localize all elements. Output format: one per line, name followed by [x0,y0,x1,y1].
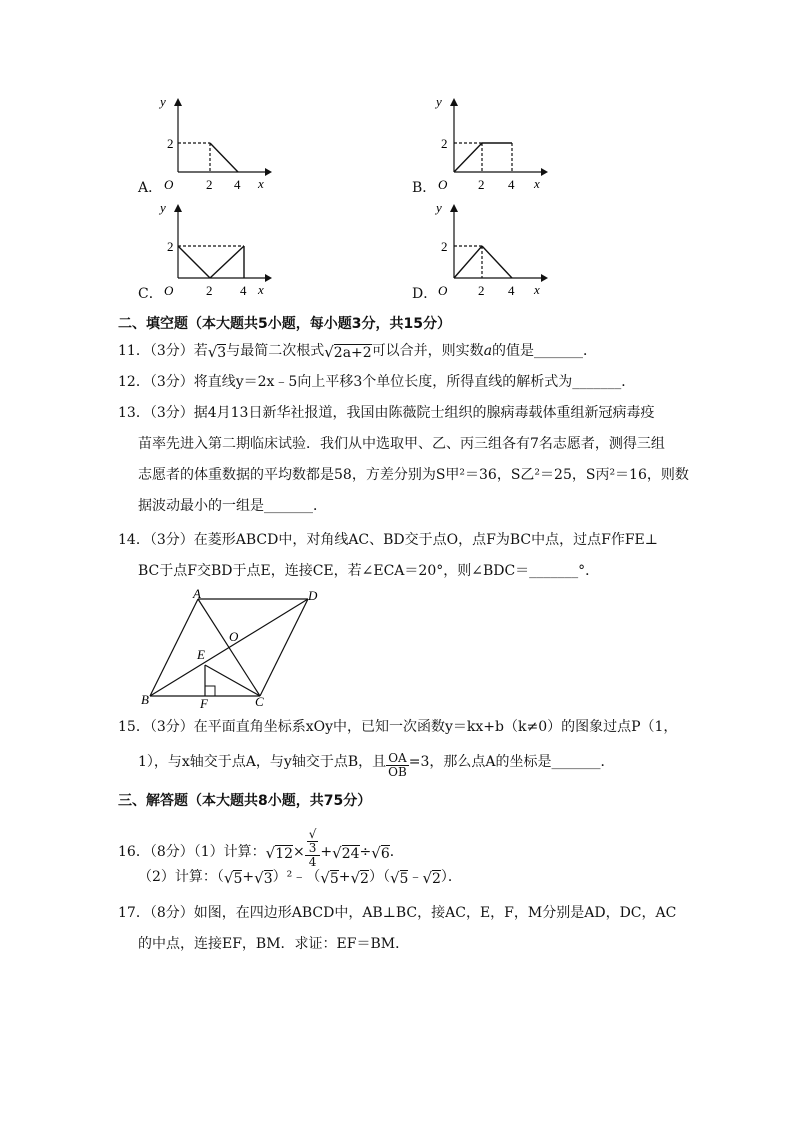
frac-numerator: OA [386,752,409,766]
divide-sign: ÷ [359,844,372,860]
graph-line-rise [454,143,482,172]
x-label: x [258,176,264,191]
question-15-line-2 [138,752,615,779]
option-label: D． [412,286,438,302]
question-12: 12．（3分）将直线y＝2x﹣5向上平移3个单位长度，所得直线的解析式为_______． [118,374,636,390]
y-axis-arrow [450,204,458,212]
rhombus-diagram [138,586,328,710]
y-axis-arrow [174,204,182,212]
x-tick-2: 2 [206,283,213,298]
sqrt-5: √5 [320,869,339,887]
x-label: x [534,176,540,191]
x-tick-4: 4 [234,177,241,192]
y-tick-2: 2 [441,239,448,254]
origin-label: O [164,283,174,298]
x-tick-2: 2 [478,177,485,192]
sqrt-12: √12 [265,844,294,862]
radicand: 24 [341,846,360,862]
frac-denominator: 4 [308,855,317,869]
option-label: A． [138,180,163,196]
x-tick-4: 4 [508,177,515,192]
op: + [338,869,351,885]
point-o: O [229,629,239,644]
origin-label: O [438,283,448,298]
option-label: C． [138,286,163,302]
q11-tail: 可以合并，则实数 [371,343,484,359]
y-label: y [160,94,166,109]
question-16-part-2 [138,869,462,887]
q15-text-b: =3，那么点A的坐标是_______． [408,754,615,770]
radicand: 2 [360,871,369,887]
y-axis-arrow [174,98,182,106]
question-14-line-1: 14．（3分）在菱形ABCD中，对角线AC、BD交于点O，点F为BC中点，过点F作FE⊥ [118,532,658,548]
y-label: y [436,94,442,109]
option-c[interactable] [130,198,280,312]
section-3-heading: 三、解答题（本大题共8小题，共75分） [118,793,372,809]
op: ）（ [368,869,390,885]
radicand: 3 [307,841,319,855]
vertex-d: D [308,588,318,603]
y-tick-2: 2 [167,136,174,151]
question-13-line-3: 志愿者的体重数据的平均数都是58，方差分别为S甲²＝36，S乙²＝25，S丙²＝16，则数 [138,467,689,483]
question-17-line-1: 17．（8分）如图，在四边形ABCD中，AB⊥BC，接AC，E，F，M分别是AD，DC，AC [118,905,677,921]
q11-prefix: 11．（3分）若 [118,343,208,359]
frac-denominator: OB [388,765,407,779]
question-16-part-1 [118,828,404,869]
x-tick-2: 2 [478,283,485,298]
right-angle-mark [205,686,215,696]
var-a: a [483,343,493,359]
question-13-line-1: 13．（3分）据4月13日新华社报道，我国由陈薇院士组织的腺病毒载体重组新冠病毒疫 [118,405,655,421]
y-tick-2: 2 [167,239,174,254]
op: ）． [440,869,462,885]
question-14-line-2: BC于点F交BD于点E，连接CE，若∠ECA＝20°，则∠BDC＝_______°． [138,563,600,579]
fraction-sqrt3-over-4 [305,828,321,869]
vertex-c: C [255,694,264,709]
x-axis-arrow [265,274,272,282]
graph-line-down [482,246,512,278]
question-13-line-2: 苗率先进入第二期临床试验．我们从中选取甲、乙、丙三组各有7名志愿者，测得三组 [138,436,665,452]
option-d[interactable] [406,198,556,312]
section-2-heading: 二、填空题（本大题共5小题，每小题3分，共15分） [118,316,451,332]
vertex-b: B [141,692,149,707]
vertex-a: A [193,586,201,601]
x-label: x [258,282,264,297]
graph-line-up [454,246,482,278]
fraction-oa-ob [386,752,409,779]
sqrt-5: √5 [389,869,409,887]
segment-ce [205,665,260,696]
radicand: 2 [432,871,441,887]
y-label: y [160,200,166,215]
question-17-line-2: 的中点，连接EF，BM．求证：EF＝BM． [138,936,410,952]
option-b[interactable] [406,92,556,206]
rhombus-figure [138,586,328,714]
graph-line-down [178,246,210,278]
sqrt-2: √2 [350,869,369,887]
graph-line [210,143,238,172]
op: ﹣ [408,869,423,885]
radicand: 5 [399,871,409,887]
q16-part2-prefix: （2）计算：（ [138,869,224,885]
radicand: 5 [233,871,243,887]
times-sign: × [293,844,305,860]
option-a[interactable] [130,92,280,206]
y-tick-2: 2 [441,136,448,151]
frac-numerator: √ 3 [305,828,321,856]
radicand: 3 [217,345,227,361]
sqrt-6: √6 [371,844,390,862]
point-f: F [200,696,208,710]
radicand: 5 [329,871,339,887]
sqrt-3: √3 [207,343,227,361]
sqrt-2a-plus-2: √2a+2 [324,343,372,361]
y-label: y [436,200,442,215]
x-axis-arrow [541,168,548,176]
y-axis-arrow [450,98,458,106]
sqrt-24: √24 [332,844,360,862]
radicand: 2a+2 [333,345,372,361]
option-label: B． [412,180,437,196]
origin-label: O [164,177,174,192]
sqrt-5: √5 [223,869,243,887]
radicand: 3 [263,871,273,887]
x-axis-arrow [541,274,548,282]
radicand: 6 [380,846,390,862]
sqrt-3: √3 [254,869,273,887]
graph-line-up [210,246,244,278]
sqrt-2: √2 [422,869,441,887]
x-tick-4: 4 [240,283,247,298]
op: + [242,869,255,885]
origin-label: O [438,177,448,192]
point-e: E [197,647,205,662]
x-axis-arrow [265,168,272,176]
q11-blank: 的值是_______． [492,343,598,359]
question-13-line-4: 据波动最小的一组是_______． [138,498,327,514]
x-label: x [534,282,540,297]
op: ）²﹣（ [272,869,321,885]
q15-text-a: 1），与x轴交于点A，与y轴交于点B，且 [138,754,387,770]
q16-prefix: 16．（8分）（1）计算： [118,844,266,860]
period: ． [389,844,404,860]
x-tick-2: 2 [206,177,213,192]
q11-mid: 与最简二次根式 [226,343,325,359]
question-15-line-1: 15．（3分）在平面直角坐标系xOy中，已知一次函数y＝kx+b（k≠0）的图象过点P（1， [118,719,678,735]
x-tick-4: 4 [508,283,515,298]
radicand: 12 [275,846,294,862]
plus-sign: + [320,844,333,860]
question-11 [118,343,597,361]
